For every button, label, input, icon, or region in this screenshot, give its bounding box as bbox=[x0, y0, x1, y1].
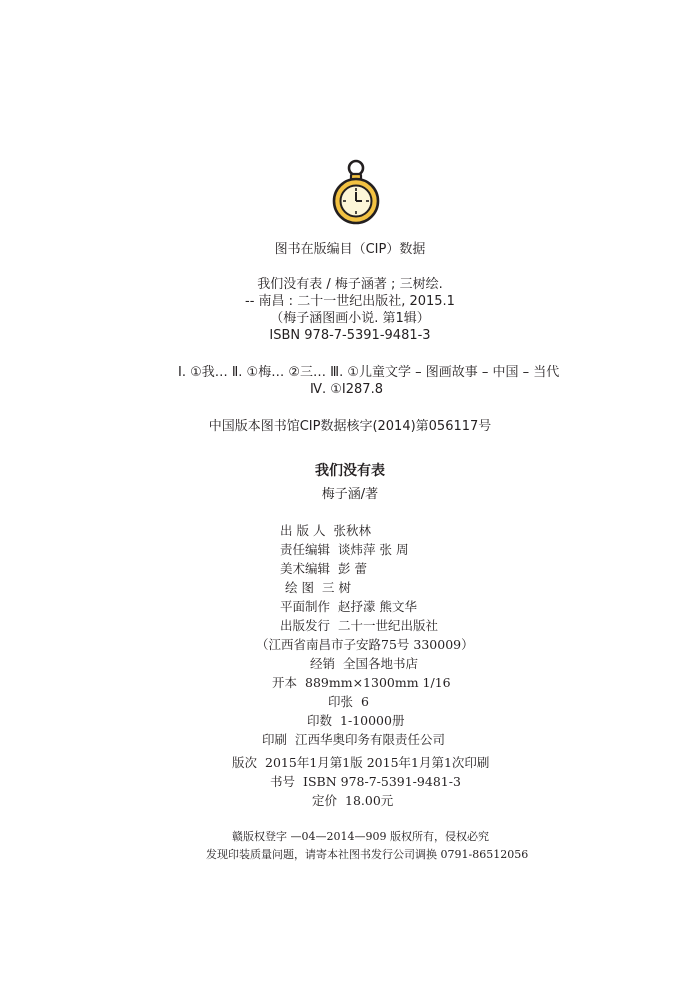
credit-art-editor bbox=[280, 559, 367, 577]
credit-layout bbox=[280, 597, 417, 615]
credit-value: 谈炜萍 张 周 bbox=[338, 542, 409, 557]
credit-sheets bbox=[328, 692, 369, 710]
credit-value: 二十一世纪出版社 bbox=[338, 618, 439, 633]
credit-label: 出 版 人 bbox=[280, 523, 326, 538]
credit-value: 2015年1月第1版 2015年1月第1次印刷 bbox=[265, 755, 490, 770]
credit-value: 18.00元 bbox=[345, 793, 394, 808]
credit-edition bbox=[232, 753, 489, 771]
book-author: 梅子涵/著 bbox=[321, 487, 379, 502]
cip-classification bbox=[0, 364, 700, 398]
credit-format bbox=[272, 673, 451, 691]
credit-label: 印张 bbox=[328, 694, 354, 709]
credit-value: 889mm×1300mm 1/16 bbox=[305, 675, 451, 690]
credit-value: 6 bbox=[361, 694, 369, 709]
copyright-registration: 赣版权登字 —04—2014—909 版权所有，侵权必究 bbox=[232, 830, 489, 843]
credit-label: 开本 bbox=[272, 675, 298, 690]
credit-value: 江西华奥印务有限责任公司 bbox=[295, 732, 446, 747]
quality-notice: 发现印装质量问题，请寄本社图书发行公司调换 0791-86512056 bbox=[206, 848, 529, 861]
credit-label: 绘 图 bbox=[285, 580, 314, 595]
credit-value: 全国各地书店 bbox=[343, 656, 419, 671]
credit-value: 彭 蕾 bbox=[338, 561, 367, 576]
credit-value: 张秋林 bbox=[333, 523, 371, 538]
cip-line-publisher: -- 南昌 : 二十一世纪出版社, 2015.1 bbox=[245, 294, 455, 309]
pocket-watch-icon bbox=[326, 158, 386, 228]
cip-class-line-2: Ⅳ. ①I287.8 bbox=[310, 382, 383, 397]
credit-distributor bbox=[280, 616, 438, 634]
cip-description bbox=[0, 276, 700, 344]
cip-class-line-1: Ⅰ. ①我… Ⅱ. ①梅… ②三… Ⅲ. ①儿童文学 – 图画故事 – 中国 – 当代 bbox=[178, 365, 560, 380]
cip-heading: 图书在版编目（CIP）数据 bbox=[274, 242, 426, 257]
credit-label: 出版发行 bbox=[280, 618, 331, 633]
credit-responsible-editor bbox=[280, 540, 408, 558]
credit-value: 三 树 bbox=[321, 580, 351, 595]
credit-label: 定价 bbox=[312, 793, 338, 808]
credit-value: 1-10000册 bbox=[340, 713, 405, 728]
credit-label: 责任编辑 bbox=[280, 542, 331, 557]
credit-label: 版次 bbox=[232, 755, 258, 770]
book-title: 我们没有表 bbox=[315, 463, 385, 479]
credit-label: 平面制作 bbox=[280, 599, 331, 614]
credit-publisher-person bbox=[280, 521, 371, 539]
credit-price bbox=[312, 791, 393, 809]
cip-data-number: 中国版本图书馆CIP数据核字(2014)第056117号 bbox=[208, 419, 492, 434]
credit-seller bbox=[310, 654, 418, 672]
credit-address bbox=[256, 635, 474, 653]
credit-isbn bbox=[270, 772, 461, 790]
credit-value: （江西省南昌市子安路75号 330009） bbox=[256, 637, 474, 652]
cip-line-isbn: ISBN 978-7-5391-9481-3 bbox=[269, 328, 431, 343]
credit-illustrator bbox=[285, 578, 351, 596]
cip-line-series: （梅子涵图画小说. 第1辑） bbox=[270, 311, 430, 326]
credit-printer bbox=[262, 730, 445, 748]
cip-line-title: 我们没有表 / 梅子涵著 ; 三树绘. bbox=[257, 277, 443, 292]
credit-label: 书号 bbox=[270, 774, 296, 789]
credit-label: 印数 bbox=[307, 713, 333, 728]
credit-label: 经销 bbox=[310, 656, 336, 671]
credit-value: 赵抒濛 熊文华 bbox=[338, 599, 417, 614]
credit-label: 印刷 bbox=[262, 732, 288, 747]
credit-label: 美术编辑 bbox=[280, 561, 331, 576]
credit-value: ISBN 978-7-5391-9481-3 bbox=[303, 774, 461, 789]
credit-print-run bbox=[307, 711, 404, 729]
